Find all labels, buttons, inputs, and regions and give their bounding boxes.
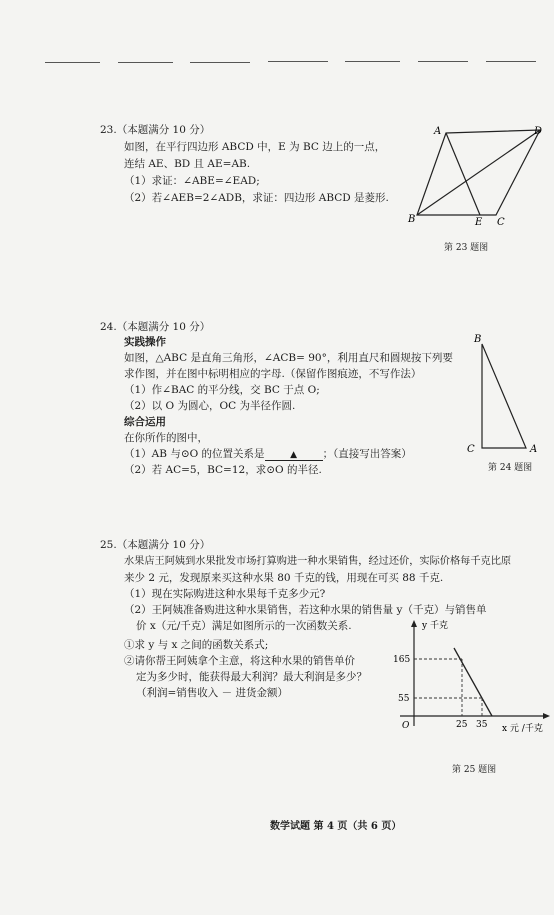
q24-answer-blank[interactable]: ▲ — [265, 450, 323, 461]
q24-line-5: 在你所作的图中， — [124, 432, 208, 444]
q24-line-1: 如图，△ABC 是直角三角形，∠ACB= 90°，利用直尺和圆规按下列要 — [124, 352, 453, 364]
q24-right-triangle-figure — [462, 330, 547, 460]
header-rule-1 — [45, 62, 100, 63]
q23-header: 23.（本题满分 10 分） — [100, 124, 211, 136]
y-tick-55: 55 — [398, 694, 410, 704]
y-axis-label: y 千克 — [422, 621, 448, 631]
header-rule-6 — [418, 61, 468, 62]
label-c: C — [467, 444, 475, 455]
q23-line-2: 连结 AE、BD 且 AE=AB. — [124, 158, 251, 170]
q25-line-6: ①求 y 与 x 之间的函数关系式; — [124, 639, 269, 651]
q25-linear-function-graph — [390, 618, 554, 748]
q25-line-8: 定为多少时，能获得最大利润？最大利润是多少？ — [136, 671, 367, 683]
q24-section-practice: 实践操作 — [124, 336, 166, 348]
q24-line-3: （1）作∠BAC 的平分线，交 BC 于点 O; — [124, 384, 320, 396]
x-tick-35: 35 — [476, 720, 488, 730]
label-b: B — [474, 334, 482, 345]
q25-line-5: 价 x（元/千克）满足如图所示的一次函数关系. — [136, 620, 352, 632]
q24-line-6-text: （1）AB 与⊙O 的位置关系是 — [124, 448, 265, 460]
q25-caption: 第 25 题图 — [452, 765, 497, 775]
q25-line-1: 水果店王阿姨到水果批发市场打算购进一种水果销售，经过还价，实际价格每千克比原 — [124, 556, 512, 567]
x-tick-25: 25 — [456, 720, 468, 730]
q23-caption: 第 23 题图 — [444, 243, 489, 253]
q23-parallelogram-figure — [400, 118, 550, 230]
header-rule-4 — [268, 61, 328, 62]
header-rule-5 — [345, 61, 400, 62]
q24-section-apply: 综合运用 — [124, 416, 166, 428]
triangle-abc — [482, 344, 526, 448]
x-axis-arrow — [543, 713, 550, 719]
q24-line-2: 求作图，并在图中标明相应的字母.（保留作图痕迹，不写作法） — [124, 368, 422, 380]
label-c: C — [497, 217, 505, 228]
x-axis-label: x 元 /千克 — [502, 724, 543, 734]
page-footer: 数学试题 第 4 页（共 6 页） — [270, 821, 402, 832]
header-rule-2 — [118, 62, 173, 63]
header-rule-7 — [486, 61, 536, 62]
q24-line-4: （2）以 O 为圆心，OC 为半径作圆. — [124, 400, 296, 412]
segment-ae — [446, 133, 480, 215]
q25-line-2: 来少 2 元，发现原来买这种水果 80 千克的钱，用现在可买 88 千克. — [124, 572, 444, 584]
label-d: D — [534, 126, 543, 137]
q23-line-3: （1）求证：∠ABE=∠EAD; — [124, 175, 260, 187]
q25-line-7: ②请你帮王阿姨拿个主意，将这种水果的销售单价 — [124, 655, 355, 667]
q25-line-4: （2）王阿姨准备购进这种水果销售，若这种水果的销售量 y（千克）与销售单 — [124, 604, 487, 616]
q25-line-3: （1）现在实际购进这种水果每千克多少元? — [124, 588, 326, 600]
segment-bd — [417, 130, 540, 215]
q24-line-6-tail: ；（直接写出答案） — [322, 448, 412, 460]
origin-label: O — [402, 721, 410, 731]
q24-caption: 第 24 题图 — [488, 463, 533, 473]
q23-line-4: （2）若∠AEB=2∠ADB，求证：四边形 ABCD 是菱形. — [124, 192, 389, 204]
q24-line-7: （2）若 AC=5，BC=12，求⊙O 的半径. — [124, 464, 322, 476]
label-e: E — [475, 217, 483, 228]
q25-header: 25.（本题满分 10 分） — [100, 539, 211, 551]
q23-line-1: 如图，在平行四边形 ABCD 中，E 为 BC 边上的一点， — [124, 141, 386, 153]
label-b: B — [408, 214, 416, 225]
header-rule-3 — [190, 62, 250, 63]
function-line — [454, 648, 492, 716]
y-axis-arrow — [411, 620, 417, 627]
q24-header: 24.（本题满分 10 分） — [100, 321, 211, 333]
y-tick-165: 165 — [393, 655, 411, 665]
label-a: A — [434, 126, 442, 137]
q24-line-6 — [124, 447, 412, 461]
label-a: A — [530, 444, 538, 455]
q25-line-9: （利润=销售收入 － 进货金额） — [136, 687, 288, 699]
